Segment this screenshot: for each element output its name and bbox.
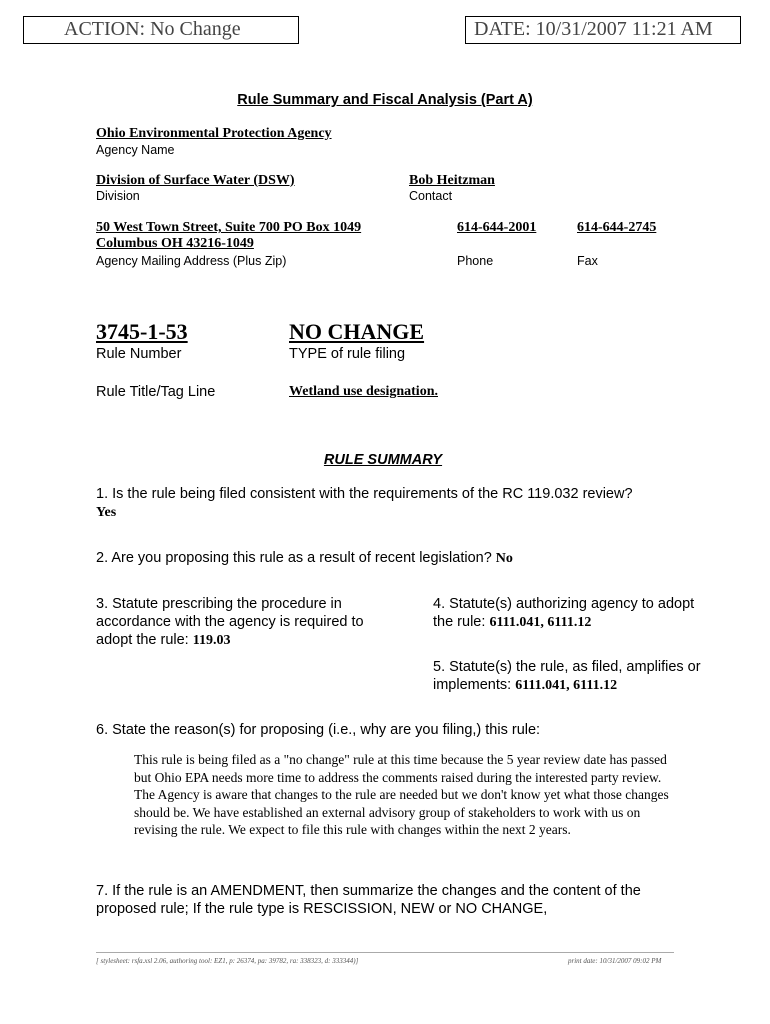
phone-label: Phone: [457, 254, 494, 268]
rule-title: Wetland use designation.: [289, 384, 438, 399]
form-title: Rule Summary and Fiscal Analysis (Part A): [237, 92, 533, 108]
footer-divider: [96, 952, 674, 953]
footer-stylesheet-info: [ stylesheet: rsfa.xsl 2.06, authoring tool: EZ1, p: 26374, pa: 39782, ra: 338323, d: 333344)]: [96, 957, 359, 965]
question-3: [96, 595, 391, 650]
question-2-answer: No: [495, 551, 513, 566]
question-4-answer: 6111.041, 6111.12: [489, 615, 592, 630]
question-1: [96, 485, 656, 522]
question-4-text: 4. Statute(s) authorizing agency to adopt the rule:: [433, 596, 695, 630]
agency-name: Ohio Environmental Protection Agency: [96, 126, 332, 141]
fax-label: Fax: [577, 254, 598, 268]
address-label: Agency Mailing Address (Plus Zip): [96, 254, 287, 268]
question-2: [96, 549, 696, 568]
rule-title-label: Rule Title/Tag Line: [96, 384, 216, 400]
action-text: ACTION: No Change: [64, 18, 241, 40]
date-text: DATE: 10/31/2007 11:21 AM: [474, 18, 713, 40]
rule-number: 3745-1-53: [96, 319, 188, 344]
question-7-text: 7. If the rule is an AMENDMENT, then summarize the changes and the content of the proposed rule; If the rule type is RESCISSION, NEW or NO CHANGE,: [96, 883, 641, 917]
phone-number: 614-644-2001: [457, 220, 537, 235]
rule-type: NO CHANGE: [289, 319, 425, 344]
question-6-answer: This rule is being filed as a "no change" rule at this time because the 5 year review date has passed but Ohio EPA needs more time to address the comments raised during the interested party review. The Agency is aware that changes to the rule are needed but we don't know yet what those changes should be. We have established an external advisory group of stakeholders to work with us on revising the rule. We expect to file this rule with changes within the next 2 years.: [134, 752, 669, 837]
question-3-answer: 119.03: [192, 633, 231, 648]
division-label: Division: [96, 189, 140, 203]
contact-name: Bob Heitzman: [409, 173, 495, 188]
question-1-text: 1. Is the rule being filed consistent with the requirements of the RC 119.032 review?: [96, 486, 633, 502]
question-3-text: 3. Statute prescribing the procedure in accordance with the agency is required to adopt the rule:: [96, 596, 364, 648]
question-6-text: 6. State the reason(s) for proposing (i.e., why are you filing,) this rule:: [96, 722, 541, 738]
question-5: [433, 658, 718, 695]
question-5-answer: 6111.041, 6111.12: [515, 678, 618, 693]
footer-print-date: print date: 10/31/2007 09:02 PM: [568, 957, 662, 965]
rule-number-label: Rule Number: [96, 346, 182, 362]
fax-number: 614-644-2745: [577, 220, 657, 235]
address-line2: Columbus OH 43216-1049: [96, 236, 254, 251]
action-box: [23, 16, 299, 44]
contact-label: Contact: [409, 189, 453, 203]
question-4: [433, 595, 708, 632]
address-line1: 50 West Town Street, Suite 700 PO Box 1049: [96, 220, 362, 235]
question-2-text: 2. Are you proposing this rule as a result of recent legislation?: [96, 550, 492, 566]
agency-name-label: Agency Name: [96, 143, 175, 157]
question-5-text: 5. Statute(s) the rule, as filed, amplifies or implements:: [433, 659, 701, 693]
rule-type-label: TYPE of rule filing: [289, 346, 406, 362]
date-box: [465, 16, 741, 44]
question-1-answer: Yes: [96, 505, 117, 520]
division-name: Division of Surface Water (DSW): [96, 173, 295, 188]
rule-summary-heading: RULE SUMMARY: [323, 452, 443, 468]
